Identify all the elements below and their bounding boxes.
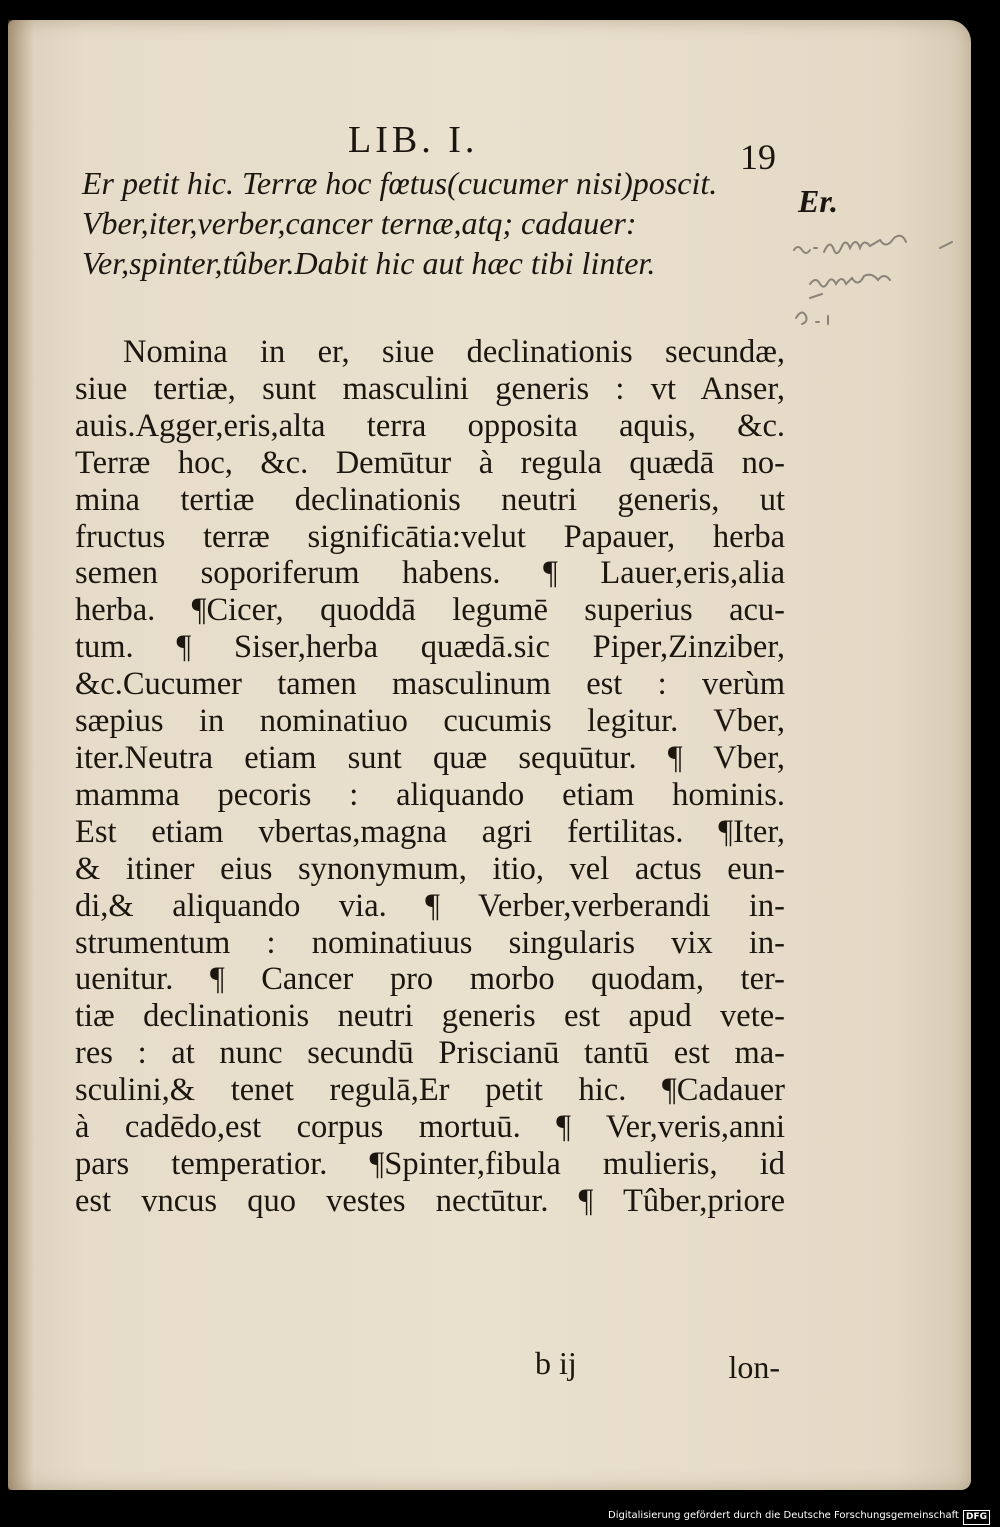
- body-line: mamma pecoris : aliquando etiam hominis.: [75, 776, 785, 813]
- running-head: LIB. I.: [348, 119, 479, 161]
- body-line: semen soporiferum habens. ¶ Lauer,eris,alia: [75, 555, 785, 592]
- body-line: herba. ¶Cicer, quoddā legumē superius acu-: [75, 592, 785, 629]
- body-line: auis.Agger,eris,alta terra opposita aquis, &c.: [75, 407, 785, 444]
- body-line: uenitur. ¶ Cancer pro morbo quodam, ter-: [75, 961, 785, 998]
- marginal-catchword: Er.: [798, 183, 839, 219]
- body-line: &c.Cucumer tamen masculinum est : verùm: [75, 666, 785, 703]
- body-line: sculini,& tenet regulā,Er petit hic. ¶Cadauer: [75, 1072, 785, 1109]
- body-line: Nomina in er, siue declinationis secundæ,: [123, 334, 785, 370]
- body-line: strumentum : nominatiuus singularis vix in-: [75, 924, 785, 961]
- body-line: fructus terræ significātia:velut Papauer, herba: [75, 518, 785, 555]
- body-line: siue tertiæ, sunt masculini generis : vt Anser,: [75, 370, 785, 407]
- body-line: & itiner eius synonymum, itio, vel actus eun-: [75, 850, 785, 887]
- body-line: iter.Neutra etiam sunt quæ sequūtur. ¶ Vber,: [75, 739, 785, 776]
- body-line: res : at nunc secundū Priscianū tantū est ma-: [75, 1035, 785, 1072]
- body-line: est vncus quo vestes nectūtur. ¶ Tûber,priore: [75, 1182, 785, 1219]
- rule-verse-line: Vber,iter,verber,cancer ternæ,atq; cadauer:: [82, 205, 637, 241]
- body-line: Terræ hoc, &c. Demūtur à regula quædā no-: [75, 444, 785, 481]
- handwritten-pencil-note: [790, 228, 970, 338]
- dfg-logo: DFG: [963, 1510, 990, 1525]
- body-line: à cadēdo,est corpus mortuū. ¶ Ver,veris,anni: [75, 1109, 785, 1146]
- body-line: Est etiam vbertas,magna agri fertilitas. ¶Iter,: [75, 813, 785, 850]
- signature-mark: b ij: [535, 1345, 577, 1381]
- body-line: mina tertiæ declinationis neutri generis, ut: [75, 481, 785, 518]
- body-line: tiæ declinationis neutri generis est apud vete-: [75, 998, 785, 1035]
- body-line: di,& aliquando via. ¶ Verber,verberandi in-: [75, 887, 785, 924]
- body-text: [75, 334, 785, 1220]
- body-line: sæpius in nominatiuo cucumis legitur. Vber,: [75, 703, 785, 740]
- rule-verse-line: Ver,spinter,tûber.Dabit hic aut hæc tibi linter.: [82, 245, 656, 281]
- rule-verse: [82, 163, 782, 283]
- digitization-credit: Digitalisierung gefördert durch die Deutsche Forschungsgemeinschaft ·: [608, 1510, 966, 1521]
- body-line: tum. ¶ Siser,herba quædā.sic Piper,Zinziber,: [75, 629, 785, 666]
- catchword: lon-: [728, 1349, 780, 1385]
- rule-verse-line: Er petit hic. Terræ hoc fœtus(cucumer nisi)poscit.: [82, 165, 718, 201]
- body-line: pars temperatior. ¶Spinter,fibula mulieris, id: [75, 1145, 785, 1182]
- page-number: 19: [740, 137, 776, 177]
